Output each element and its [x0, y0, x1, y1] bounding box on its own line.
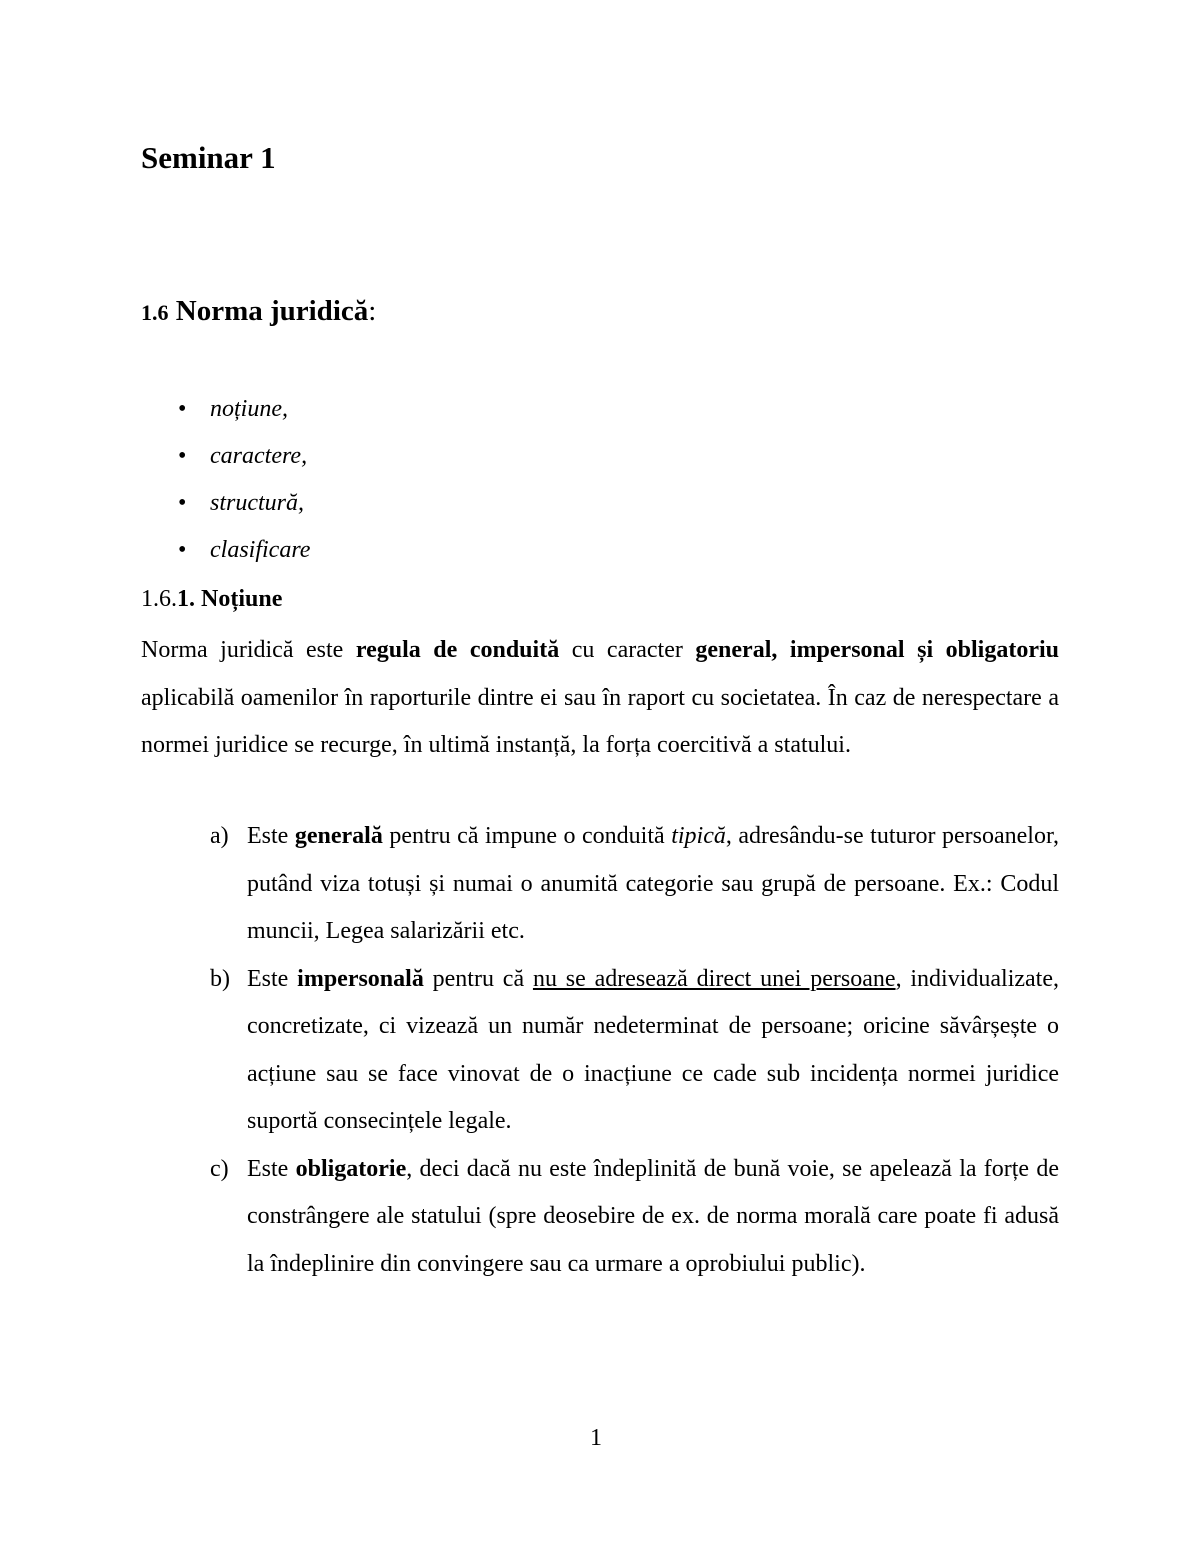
- list-item: [178, 532, 310, 579]
- topic-list: [178, 391, 310, 579]
- page-number: 1: [590, 1425, 602, 1451]
- item-italic: tipică: [671, 823, 726, 849]
- list-item: [178, 391, 310, 438]
- item-text: Este: [247, 1155, 296, 1182]
- item-text: , individualizate, concretizate, ci vizează un număr nedeterminat de persoane; oricine săvârșește o acțiune sau se face vinovat de o inacțiune ce cade sub incidența normei juridice suportă consecințele legale.: [247, 965, 1060, 1134]
- list-item-text: clasificare: [210, 537, 311, 563]
- item-text: pentru că impune o conduită: [382, 823, 672, 849]
- section-heading: [141, 294, 376, 329]
- item-text: Este: [247, 823, 295, 849]
- item-text: , deci dacă nu este îndeplinită de bună voie, se apelează la forțe de constrângere ale statului (spre deosebire de ex. de norma morală care poate fi adusă la îndeplinire din convingere sau ca urmare a oprobiului public).: [247, 1155, 1059, 1277]
- item-text: , adresându-se tuturor persoanelor, putând viza totuși și numai o anumită categorie sau grupă de persoane. Ex.: Codul muncii, Legea salarizării etc.: [247, 823, 1059, 944]
- subsection-title: Noțiune: [201, 586, 283, 612]
- page-title: Seminar 1: [141, 140, 276, 175]
- paragraph-text: Norma juridică este: [141, 637, 356, 663]
- section-colon: :: [368, 295, 377, 327]
- item-underlined: nu se adresează direct unei persoane: [532, 965, 896, 992]
- item-marker: c): [210, 1155, 229, 1182]
- paragraph-text: aplicabilă oamenilor în raporturile dintre ei sau în raport cu societatea. În caz de nerespectare a normei juridice se recurge, în ultimă instanță, la forța coercitivă a statului.: [141, 684, 1059, 758]
- characteristics-list: [200, 813, 1059, 1288]
- list-item: [200, 956, 1059, 1146]
- item-marker: a): [210, 823, 229, 849]
- list-item-text: noțiune,: [210, 396, 288, 422]
- item-bold: impersonală: [297, 965, 424, 992]
- paragraph-text: cu caracter: [559, 637, 696, 663]
- paragraph-bold: general, impersonal și obligatoriu: [695, 637, 1059, 663]
- list-item: [200, 1146, 1059, 1289]
- item-text: pentru că: [423, 965, 533, 992]
- item-marker: b): [210, 965, 230, 992]
- subsection-heading: [141, 583, 282, 615]
- item-text: Este: [247, 965, 298, 992]
- subsection-number: 1.6.: [141, 586, 177, 612]
- section-title: Norma juridică: [175, 295, 369, 327]
- list-item-text: caractere,: [210, 443, 308, 469]
- item-bold: generală: [294, 823, 383, 849]
- item-bold: obligatorie: [295, 1155, 407, 1182]
- list-item: [200, 813, 1059, 956]
- list-item: [178, 438, 310, 485]
- paragraph-bold: regula de conduită: [355, 637, 560, 663]
- subsection-number-bold: 1.: [177, 586, 201, 612]
- list-item-text: structură,: [210, 490, 305, 516]
- section-number: 1.6: [141, 300, 169, 325]
- definition-paragraph: [141, 627, 1059, 770]
- list-item: [178, 485, 310, 532]
